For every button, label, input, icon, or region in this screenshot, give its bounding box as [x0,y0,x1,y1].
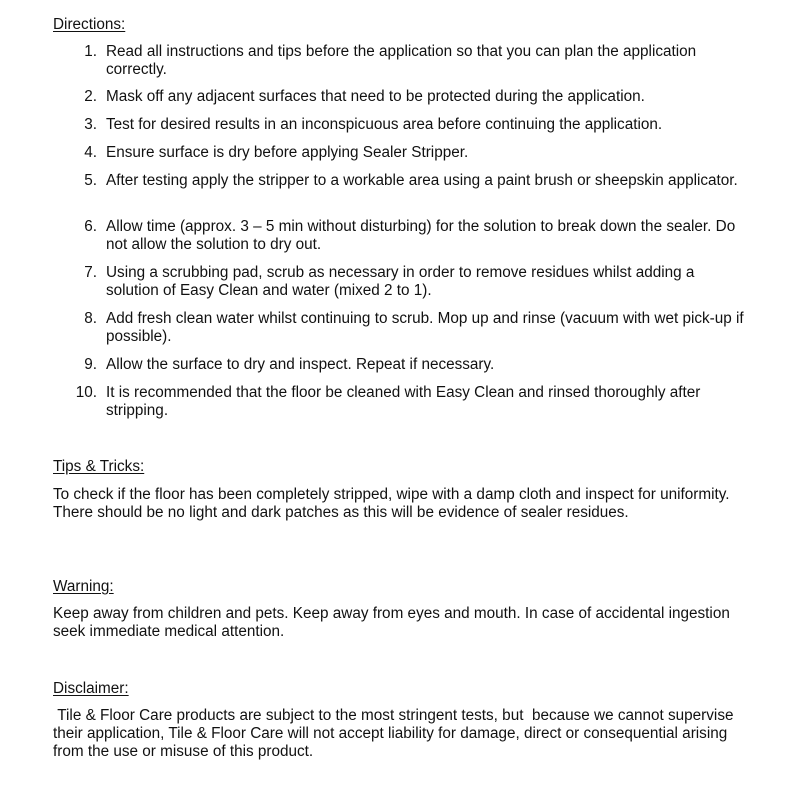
warning-heading: Warning: [53,578,114,595]
list-item-text: Using a scrubbing pad, scrub as necessary in order to remove residues whilst adding a solution of Easy Clean and water (mixed 2 to 1). [106,264,695,299]
list-item [0,310,787,346]
directions-list [0,43,787,420]
list-item-text: It is recommended that the floor be cleaned with Easy Clean and rinsed thoroughly after stripping. [106,384,701,419]
list-item-text: Mask off any adjacent surfaces that need to be protected during the application. [106,88,645,105]
list-item [0,172,787,208]
list-item-number: 1. [84,43,97,60]
list-item-text: After testing apply the stripper to a workable area using a paint brush or sheepskin applicator. [106,172,738,189]
list-item-number: 8. [84,310,97,327]
tips-text: To check if the floor has been completely stripped, wipe with a damp cloth and inspect for uniformity. There should be no light and dark patches as this will be evidence of sealer residues. [53,486,730,521]
list-item [0,116,787,134]
list-item-text: Allow time (approx. 3 – 5 min without disturbing) for the solution to break down the sealer. Do not allow the solution to dry out. [106,218,736,253]
list-item [0,218,787,254]
list-item [0,144,787,162]
list-item-number: 9. [84,356,97,373]
list-item-text: Add fresh clean water whilst continuing to scrub. Mop up and rinse (vacuum with wet pick-up if possible). [106,310,744,345]
tips-heading: Tips & Tricks: [53,458,145,475]
list-item-number: 7. [84,264,97,281]
list-item [0,264,787,300]
list-item-number: 6. [84,218,97,235]
list-item-number: 2. [84,88,97,105]
list-item [0,43,787,79]
list-item-text: Allow the surface to dry and inspect. Repeat if necessary. [106,356,495,373]
list-item-number: 10. [75,384,97,401]
disclaimer-text: Tile & Floor Care products are subject to the most stringent tests, but because we cannot supervise their application, Tile & Floor Care will not accept liability for damage, direct or consequential arising from the use or misuse of this product. [53,707,738,760]
list-item [0,356,787,374]
list-item [0,384,787,420]
list-item-text: Test for desired results in an inconspicuous area before continuing the application. [106,116,663,133]
warning-text: Keep away from children and pets. Keep away from eyes and mouth. In case of accidental ingestion seek immediate medical attention. [53,605,730,640]
list-item-number: 5. [84,172,97,189]
list-item-text: Ensure surface is dry before applying Sealer Stripper. [106,144,469,161]
list-item [0,88,787,106]
list-item-number: 4. [84,144,97,161]
list-item-number: 3. [84,116,97,133]
directions-heading: Directions: [53,16,126,33]
disclaimer-heading: Disclaimer: [53,680,129,697]
list-item-text: Read all instructions and tips before the application so that you can plan the application correctly. [106,43,697,78]
